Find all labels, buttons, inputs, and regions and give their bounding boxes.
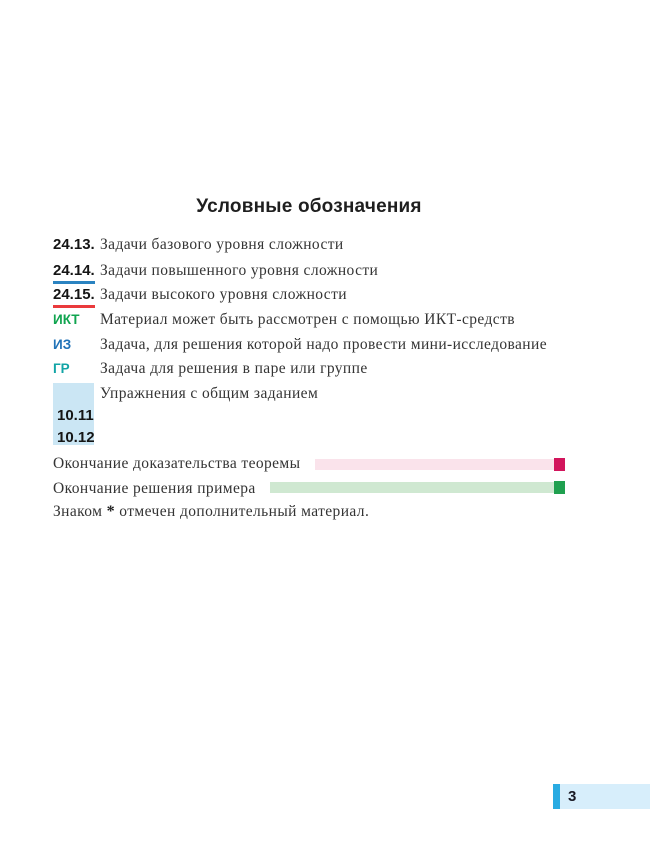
- group-exercises-description: Упражнения с общим заданием: [100, 385, 319, 402]
- iz-description: Задача, для решения которой надо провести мини-исследование: [100, 336, 547, 353]
- page-title: Условные обозначения: [196, 196, 422, 217]
- group-exercise-number: 10.11: [57, 407, 94, 424]
- footer-accent-bar: [553, 784, 560, 809]
- theorem-end-label: Окончание доказательства теоремы: [53, 455, 301, 472]
- task-description-high: Задачи высокого уровня сложности: [100, 286, 347, 303]
- footnote-suffix: отмечен дополнительный материал.: [115, 503, 370, 520]
- task-description-basic: Задачи базового уровня сложности: [100, 236, 344, 253]
- task-number-high: 24.15.: [53, 286, 95, 308]
- example-end-bar: [270, 482, 565, 493]
- ikt-description: Материал может быть рассмотрен с помощью ИКТ-средств: [100, 311, 515, 328]
- theorem-end-bar-cap: [554, 458, 565, 471]
- footer-page-strip: [553, 784, 650, 809]
- asterisk-footnote: [53, 503, 369, 521]
- task-number-advanced: 24.14.: [53, 262, 95, 284]
- task-number-basic: 24.13.: [53, 236, 95, 253]
- ikt-badge: ИКТ: [53, 312, 80, 327]
- example-end-label: Окончание решения примера: [53, 480, 256, 497]
- example-end-bar-cap: [554, 481, 565, 494]
- asterisk-symbol: *: [106, 503, 116, 520]
- group-exercise-number: 10.12: [57, 429, 95, 446]
- page-number: 3: [568, 788, 577, 805]
- gr-description: Задача для решения в паре или группе: [100, 360, 368, 377]
- gr-badge: ГР: [53, 361, 70, 376]
- theorem-end-bar: [315, 459, 565, 470]
- iz-badge: ИЗ: [53, 337, 72, 352]
- task-description-advanced: Задачи повышенного уровня сложности: [100, 262, 379, 279]
- footnote-prefix: Знаком: [53, 503, 107, 520]
